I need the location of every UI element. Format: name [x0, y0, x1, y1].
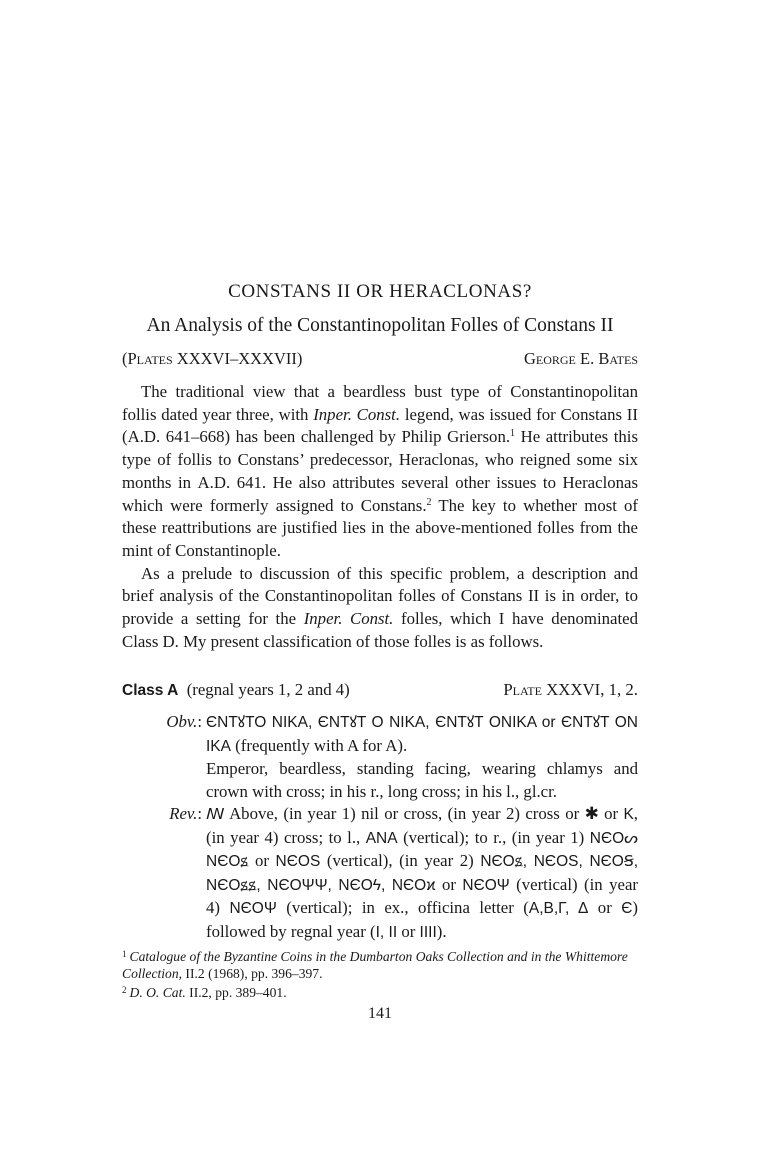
footnote-2: $^2$ D. O. Cat. II.2, pp. 389–401. — [122, 985, 287, 1000]
footnote-ref-2[interactable]: 2 — [426, 496, 432, 508]
obverse-block: Obv.: ЄNTꙋTO NIKA, ЄNTꙋT O NIKA, ЄNTꙋT ONIKA or ЄNTꙋT ON IKA (frequently with A for A). Emperor, beardless, standing facing, wearing chlamys and crown with cross; in his r., long cross; in his l., gl.cr. — [122, 711, 638, 803]
emphasis-legend: Inper. Const. — [303, 609, 394, 629]
body-text — [122, 381, 638, 653]
reverse-block: Rev.: ꟿ Above, (in year 1) nil or cross, (in year 2) cross or ✱ or K, (in year 4) cross; to l., ANA (vertical); to r., (in year 1) NЄOᔕ NЄOꟍ or NЄOS (vertical), (in year 2) NЄOꟍ, NЄOS, NЄOꞨ, NЄOꟍꟍ, NЄOΨΨ, NЄOϟ, NЄOϰ or NЄOΨ (vertical) (in year 4) NЄOΨ (vertical); in ex., officina letter (A,B,Γ, Δ or Є) followed by regnal year (I, II or IIII). — [122, 803, 638, 944]
footnote-ref-1[interactable]: 1 — [510, 428, 516, 440]
paragraph-1: The traditional view that a beardless bust type of Constantinopolitan follis dated year three, with Inper. Const. legend, was issued for Constans II (A.D. 641–668) has been challenged by Philip Grierson.$^1$ He attributes this type of follis to Constans’ predecessor, Heraclonas, who reigned some six months in A.D. 641. He also attributes several other issues to Heraclonas which were formerly assigned to Constans.$^2$ The key to whether most of these reattributions are justified lies in the above-mentioned folles from the mint of Constantinople. — [122, 382, 639, 560]
class-years: (regnal years 1, 2 and 4) — [186, 680, 350, 699]
plates-reference: (Plates XXXVI–XXXVII) — [122, 349, 303, 368]
paragraph-2: As a prelude to discussion of this specific problem, a description and brief analysis of the Constantinopolitan folles of Constans II is in order, to provide a setting for the Inper. Const. folles, which I have denominated Class D. My present classification of those folles is as follows. — [122, 563, 638, 651]
obverse-legend-note: (frequently with A for A). — [230, 735, 408, 755]
reverse-description: ꟿ Above, (in year 1) nil or cross, (in year 2) cross or ✱ or K, (in year 4) cross; to l., ANA (vertical); to r., (in year 1) NЄOᔕ NЄOꟍ or NЄOS (vertical), (in year 2) NЄOꟍ, NЄOS, NЄOꞨ, NЄOꟍꟍ, NЄOΨΨ, NЄOϟ, NЄOϰ or NЄOΨ (vertical) (in year 4) NЄOΨ (vertical); in ex., officina letter (A,B,Γ, Δ or Є) followed by regnal year (I, II or IIII). — [206, 804, 638, 941]
article-subtitle: An Analysis of the Constantinopolitan Folles of Constans II — [146, 315, 614, 336]
obverse-label: Obv. — [166, 712, 198, 731]
class-a-heading — [122, 679, 638, 702]
obverse-description: Emperor, beardless, standing facing, wearing chlamys and crown with cross; in his r., long cross; in his l., gl.cr. — [206, 759, 638, 801]
footnote-1: $^1$ Catalogue of the Byzantine Coins in the Dumbarton Oaks Collection and in the Whittemore Collection, II.2 (1968), pp. 396–397. — [122, 949, 628, 981]
footnotes — [122, 946, 638, 1001]
emphasis-legend: Inper. Const. — [313, 404, 401, 424]
article-title: CONSTANS II OR HERACLONAS? — [228, 281, 532, 302]
plate-reference: Plate XXXVI, 1, 2. — [503, 680, 638, 699]
obverse-legend: ЄNTꙋTO NIKA, ЄNTꙋT O NIKA, ЄNTꙋT ONIKA or ЄNTꙋT ON IKA — [206, 714, 638, 755]
author-name: George E. Bates — [523, 349, 638, 368]
coin-description — [122, 711, 638, 944]
class-label: Class A — [122, 682, 179, 699]
article-meta — [122, 348, 638, 370]
reverse-label: Rev. — [169, 804, 198, 823]
page-number: 141 — [368, 1005, 392, 1022]
